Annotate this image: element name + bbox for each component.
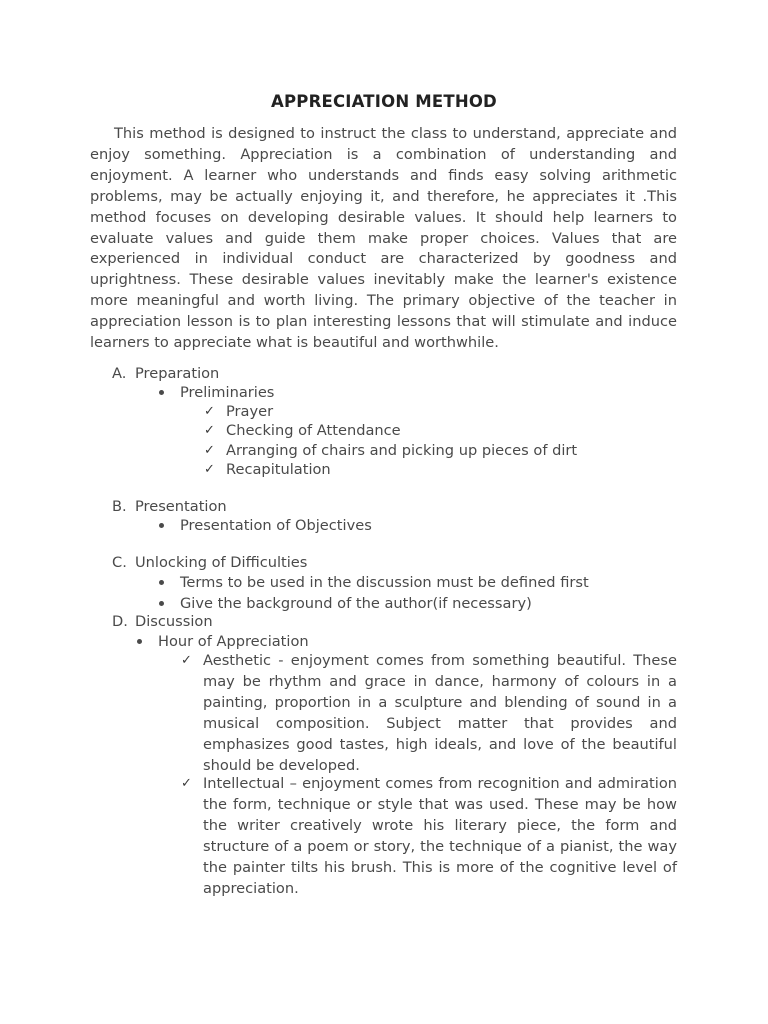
bullet-dot-icon xyxy=(159,601,164,606)
bullet-dot-icon xyxy=(159,523,164,528)
check-mark-icon: ✓ xyxy=(204,443,215,458)
bullet-preliminaries: Preliminaries xyxy=(180,384,275,401)
page-title: APPRECIATION METHOD xyxy=(271,92,497,111)
section-heading-preparation: Preparation xyxy=(135,365,220,382)
check-item-aesthetic: Aesthetic - enjoyment comes from something beautiful. These may be rhythm and grace in dance, harmony of colours in a painting, proportion in a sculpture and blending of sound in a musical composition. Subject matter that provides and emphasizes good tastes, high ideals, and love of the beautiful should be developed. xyxy=(203,652,677,774)
section-marker-b: B. xyxy=(112,498,127,515)
bullet-hour-of-appreciation: Hour of Appreciation xyxy=(158,633,309,650)
check-mark-icon: ✓ xyxy=(204,462,215,477)
check-item-prayer: Prayer xyxy=(226,403,274,420)
bullet-author-background: Give the background of the author(if necessary) xyxy=(180,595,532,612)
section-heading-discussion: Discussion xyxy=(135,613,213,630)
check-item-attendance: Checking of Attendance xyxy=(226,422,401,439)
bullet-dot-icon xyxy=(159,390,164,395)
bullet-terms-defined: Terms to be used in the discussion must be defined first xyxy=(180,574,589,591)
bullet-dot-icon xyxy=(137,639,142,644)
check-mark-icon: ✓ xyxy=(204,423,215,438)
section-heading-presentation: Presentation xyxy=(135,498,227,515)
check-mark-icon: ✓ xyxy=(181,653,192,668)
section-marker-a: A. xyxy=(112,365,127,382)
check-item-recapitulation: Recapitulation xyxy=(226,461,331,478)
check-item-arranging-chairs: Arranging of chairs and picking up pieces of dirt xyxy=(226,442,578,459)
bullet-presentation-objectives: Presentation of Objectives xyxy=(180,517,372,534)
section-marker-c: C. xyxy=(112,554,127,571)
check-mark-icon: ✓ xyxy=(204,404,215,419)
section-marker-d: D. xyxy=(112,613,128,630)
intro-paragraph: This method is designed to instruct the class to understand, appreciate and enjoy something. Appreciation is a combination of understanding and enjoyment. A learner who understands and finds easy solving arithmetic problems, may be actually enjoying it, and therefore, he appreciates it .This method focuses on developing desirable values. It should help learners to evaluate values and guide them make proper choices. Values that are experienced in individual conduct are characterized by goodness and uprightness. These desirable values inevitably make the learner's existence more meaningful and worth living. The primary objective of the teacher in appreciation lesson is to plan interesting lessons that will stimulate and induce learners to appreciate what is beautiful and worthwhile. xyxy=(90,125,677,352)
check-mark-icon: ✓ xyxy=(181,776,192,791)
check-item-intellectual: Intellectual – enjoyment comes from recognition and admiration the form, technique or style that was used. These may be how the writer creatively wrote his literary piece, the form and structure of a poem or story, the technique of a pianist, the way the painter tilts his brush. This is more of the cognitive level of appreciation. xyxy=(203,775,677,897)
bullet-dot-icon xyxy=(159,580,164,585)
section-heading-unlocking: Unlocking of Difficulties xyxy=(135,554,308,571)
